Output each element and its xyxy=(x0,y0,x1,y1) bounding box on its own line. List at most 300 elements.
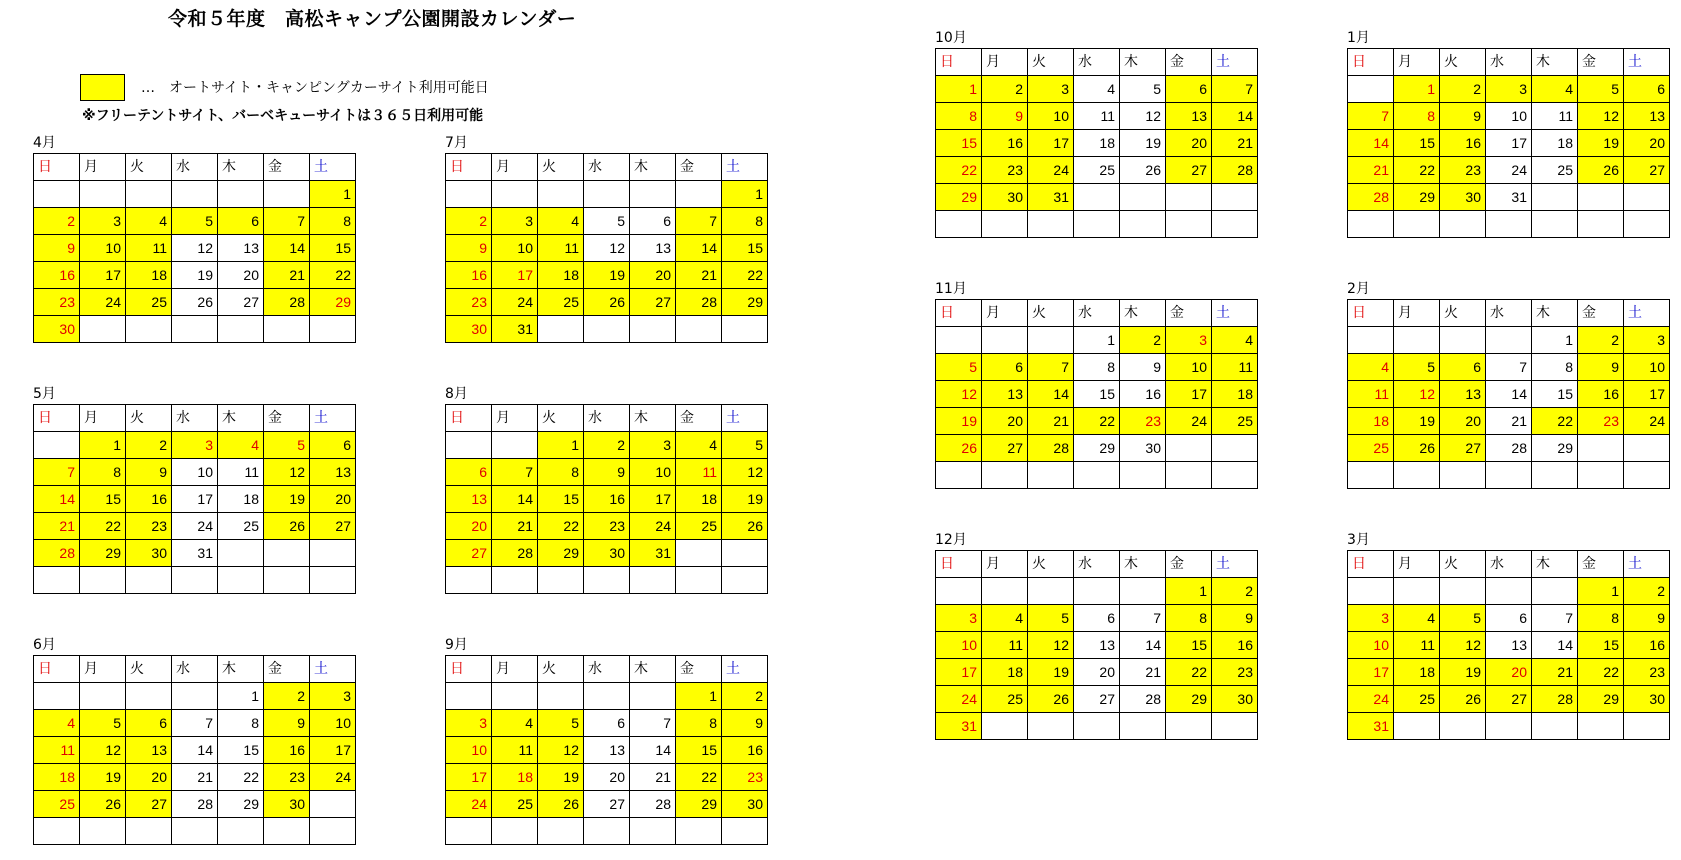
empty-cell xyxy=(936,327,982,354)
empty-cell xyxy=(584,316,630,343)
day-cell: 16 xyxy=(1578,381,1624,408)
day-cell: 20 xyxy=(1624,130,1670,157)
day-cell: 3 xyxy=(1166,327,1212,354)
empty-cell xyxy=(492,567,538,594)
day-cell: 2 xyxy=(1440,76,1486,103)
day-cell: 27 xyxy=(446,540,492,567)
day-cell: 17 xyxy=(1166,381,1212,408)
empty-cell xyxy=(1120,462,1166,489)
day-cell: 13 xyxy=(126,737,172,764)
empty-cell xyxy=(34,818,80,845)
day-cell: 21 xyxy=(1348,157,1394,184)
day-cell: 7 xyxy=(1532,605,1578,632)
day-cell: 30 xyxy=(446,316,492,343)
empty-cell xyxy=(1624,462,1670,489)
day-cell: 18 xyxy=(1532,130,1578,157)
weekday-header: 月 xyxy=(492,656,538,683)
weekday-header: 金 xyxy=(1578,49,1624,76)
day-cell: 8 xyxy=(1166,605,1212,632)
weekday-header: 月 xyxy=(982,300,1028,327)
empty-cell xyxy=(1440,578,1486,605)
empty-cell xyxy=(264,181,310,208)
weekday-header: 火 xyxy=(126,405,172,432)
day-cell: 29 xyxy=(1074,435,1120,462)
page-title: 令和５年度 高松キャンプ公園開設カレンダー xyxy=(168,8,577,30)
empty-cell xyxy=(126,567,172,594)
empty-cell xyxy=(1486,578,1532,605)
empty-cell xyxy=(1120,713,1166,740)
empty-cell xyxy=(446,818,492,845)
day-cell: 21 xyxy=(1212,130,1258,157)
weekday-header: 日 xyxy=(1348,551,1394,578)
empty-cell xyxy=(630,567,676,594)
day-cell: 9 xyxy=(1120,354,1166,381)
day-cell: 19 xyxy=(80,764,126,791)
empty-cell xyxy=(936,462,982,489)
empty-cell xyxy=(1166,184,1212,211)
weekday-header: 日 xyxy=(34,656,80,683)
day-cell: 22 xyxy=(1074,408,1120,435)
day-cell: 8 xyxy=(722,208,768,235)
empty-cell xyxy=(1486,713,1532,740)
empty-cell xyxy=(584,818,630,845)
weekday-header: 月 xyxy=(80,405,126,432)
day-cell: 26 xyxy=(936,435,982,462)
empty-cell xyxy=(1074,713,1120,740)
calendar-grid xyxy=(1347,550,1670,740)
day-cell: 23 xyxy=(1578,408,1624,435)
calendar-grid xyxy=(33,655,356,845)
weekday-header: 日 xyxy=(446,154,492,181)
day-cell: 20 xyxy=(446,513,492,540)
day-cell: 3 xyxy=(1028,76,1074,103)
day-cell: 30 xyxy=(722,791,768,818)
day-cell: 14 xyxy=(264,235,310,262)
month-calendar xyxy=(33,384,355,594)
day-cell: 16 xyxy=(1624,632,1670,659)
day-cell: 18 xyxy=(1394,659,1440,686)
empty-cell xyxy=(126,316,172,343)
empty-cell xyxy=(446,432,492,459)
day-cell: 21 xyxy=(492,513,538,540)
weekday-header: 火 xyxy=(1028,551,1074,578)
empty-cell xyxy=(722,818,768,845)
day-cell: 5 xyxy=(722,432,768,459)
day-cell: 15 xyxy=(538,486,584,513)
empty-cell xyxy=(264,540,310,567)
empty-cell xyxy=(1074,211,1120,238)
day-cell: 26 xyxy=(538,791,584,818)
day-cell: 29 xyxy=(936,184,982,211)
empty-cell xyxy=(538,683,584,710)
calendar-grid xyxy=(33,153,356,343)
day-cell: 25 xyxy=(1212,408,1258,435)
day-cell: 4 xyxy=(126,208,172,235)
empty-cell xyxy=(676,540,722,567)
day-cell: 9 xyxy=(264,710,310,737)
empty-cell xyxy=(1440,462,1486,489)
day-cell: 18 xyxy=(982,659,1028,686)
weekday-header: 火 xyxy=(1440,300,1486,327)
empty-cell xyxy=(982,211,1028,238)
weekday-header: 木 xyxy=(1120,300,1166,327)
empty-cell xyxy=(492,683,538,710)
legend-swatch xyxy=(80,74,125,101)
empty-cell xyxy=(1394,462,1440,489)
day-cell: 26 xyxy=(584,289,630,316)
empty-cell xyxy=(172,567,218,594)
day-cell: 21 xyxy=(630,764,676,791)
day-cell: 9 xyxy=(1624,605,1670,632)
empty-cell xyxy=(1440,713,1486,740)
day-cell: 2 xyxy=(584,432,630,459)
day-cell: 11 xyxy=(538,235,584,262)
day-cell: 24 xyxy=(630,513,676,540)
weekday-header: 木 xyxy=(218,405,264,432)
weekday-header: 水 xyxy=(1074,551,1120,578)
day-cell: 11 xyxy=(126,235,172,262)
day-cell: 24 xyxy=(1166,408,1212,435)
day-cell: 11 xyxy=(1074,103,1120,130)
day-cell: 19 xyxy=(936,408,982,435)
empty-cell xyxy=(538,316,584,343)
weekday-header: 水 xyxy=(1074,300,1120,327)
day-cell: 28 xyxy=(172,791,218,818)
empty-cell xyxy=(1578,211,1624,238)
day-cell: 15 xyxy=(722,235,768,262)
day-cell: 2 xyxy=(34,208,80,235)
empty-cell xyxy=(1120,184,1166,211)
day-cell: 6 xyxy=(1624,76,1670,103)
weekday-header: 金 xyxy=(676,154,722,181)
day-cell: 24 xyxy=(1348,686,1394,713)
weekday-header: 火 xyxy=(1440,49,1486,76)
empty-cell xyxy=(722,567,768,594)
day-cell: 5 xyxy=(1394,354,1440,381)
day-cell: 11 xyxy=(1394,632,1440,659)
day-cell: 28 xyxy=(630,791,676,818)
day-cell: 4 xyxy=(982,605,1028,632)
empty-cell xyxy=(492,818,538,845)
weekday-header: 土 xyxy=(310,154,356,181)
weekday-header: 火 xyxy=(1440,551,1486,578)
day-cell: 20 xyxy=(982,408,1028,435)
weekday-header: 日 xyxy=(936,300,982,327)
weekday-header: 月 xyxy=(1394,300,1440,327)
day-cell: 10 xyxy=(1166,354,1212,381)
month-label: 3月 xyxy=(1347,532,1370,548)
day-cell: 28 xyxy=(1486,435,1532,462)
day-cell: 13 xyxy=(310,459,356,486)
weekday-header: 土 xyxy=(310,656,356,683)
day-cell: 16 xyxy=(1440,130,1486,157)
weekday-header: 金 xyxy=(676,405,722,432)
day-cell: 12 xyxy=(1120,103,1166,130)
day-cell: 13 xyxy=(446,486,492,513)
day-cell: 17 xyxy=(1028,130,1074,157)
empty-cell xyxy=(584,181,630,208)
day-cell: 2 xyxy=(126,432,172,459)
empty-cell xyxy=(1348,327,1394,354)
empty-cell xyxy=(1166,211,1212,238)
weekday-header: 日 xyxy=(1348,300,1394,327)
empty-cell xyxy=(1394,578,1440,605)
weekday-header: 月 xyxy=(80,154,126,181)
day-cell: 16 xyxy=(982,130,1028,157)
day-cell: 7 xyxy=(1120,605,1166,632)
weekday-header: 日 xyxy=(34,405,80,432)
day-cell: 26 xyxy=(80,791,126,818)
day-cell: 25 xyxy=(34,791,80,818)
day-cell: 25 xyxy=(1394,686,1440,713)
empty-cell xyxy=(982,713,1028,740)
empty-cell xyxy=(446,683,492,710)
month-label: 8月 xyxy=(445,386,468,402)
day-cell: 19 xyxy=(264,486,310,513)
day-cell: 21 xyxy=(1120,659,1166,686)
day-cell: 24 xyxy=(80,289,126,316)
month-label: 10月 xyxy=(935,30,967,46)
day-cell: 5 xyxy=(1120,76,1166,103)
day-cell: 10 xyxy=(1348,632,1394,659)
day-cell: 13 xyxy=(630,235,676,262)
weekday-header: 木 xyxy=(1120,49,1166,76)
day-cell: 22 xyxy=(218,764,264,791)
weekday-header: 土 xyxy=(722,405,768,432)
day-cell: 2 xyxy=(722,683,768,710)
day-cell: 26 xyxy=(722,513,768,540)
day-cell: 15 xyxy=(1166,632,1212,659)
day-cell: 17 xyxy=(936,659,982,686)
empty-cell xyxy=(218,316,264,343)
weekday-header: 土 xyxy=(1212,300,1258,327)
day-cell: 27 xyxy=(1074,686,1120,713)
day-cell: 29 xyxy=(1578,686,1624,713)
day-cell: 11 xyxy=(982,632,1028,659)
day-cell: 5 xyxy=(264,432,310,459)
day-cell: 14 xyxy=(1486,381,1532,408)
day-cell: 17 xyxy=(1348,659,1394,686)
day-cell: 27 xyxy=(126,791,172,818)
day-cell: 12 xyxy=(584,235,630,262)
empty-cell xyxy=(172,316,218,343)
day-cell: 30 xyxy=(1212,686,1258,713)
empty-cell xyxy=(1074,184,1120,211)
day-cell: 27 xyxy=(1166,157,1212,184)
calendar-grid xyxy=(445,655,768,845)
day-cell: 19 xyxy=(722,486,768,513)
empty-cell xyxy=(172,683,218,710)
empty-cell xyxy=(1028,462,1074,489)
empty-cell xyxy=(982,462,1028,489)
day-cell: 24 xyxy=(1028,157,1074,184)
day-cell: 8 xyxy=(1578,605,1624,632)
day-cell: 19 xyxy=(584,262,630,289)
day-cell: 25 xyxy=(538,289,584,316)
day-cell: 4 xyxy=(218,432,264,459)
weekday-header: 月 xyxy=(1394,551,1440,578)
day-cell: 2 xyxy=(1212,578,1258,605)
day-cell: 12 xyxy=(1394,381,1440,408)
empty-cell xyxy=(982,578,1028,605)
weekday-header: 月 xyxy=(492,405,538,432)
calendar-grid xyxy=(1347,48,1670,238)
day-cell: 18 xyxy=(538,262,584,289)
day-cell: 16 xyxy=(584,486,630,513)
day-cell: 7 xyxy=(34,459,80,486)
day-cell: 8 xyxy=(80,459,126,486)
weekday-header: 月 xyxy=(1394,49,1440,76)
weekday-header: 木 xyxy=(1532,551,1578,578)
empty-cell xyxy=(1486,327,1532,354)
day-cell: 1 xyxy=(310,181,356,208)
day-cell: 27 xyxy=(630,289,676,316)
day-cell: 14 xyxy=(1028,381,1074,408)
day-cell: 10 xyxy=(1624,354,1670,381)
day-cell: 19 xyxy=(1578,130,1624,157)
empty-cell xyxy=(538,567,584,594)
day-cell: 10 xyxy=(310,710,356,737)
day-cell: 23 xyxy=(126,513,172,540)
weekday-header: 金 xyxy=(264,405,310,432)
day-cell: 12 xyxy=(538,737,584,764)
day-cell: 28 xyxy=(1120,686,1166,713)
day-cell: 1 xyxy=(538,432,584,459)
day-cell: 20 xyxy=(1074,659,1120,686)
weekday-header: 木 xyxy=(218,656,264,683)
day-cell: 12 xyxy=(264,459,310,486)
empty-cell xyxy=(1532,462,1578,489)
day-cell: 26 xyxy=(172,289,218,316)
month-calendar xyxy=(935,279,1257,489)
empty-cell xyxy=(1028,713,1074,740)
day-cell: 27 xyxy=(310,513,356,540)
day-cell: 26 xyxy=(1028,686,1074,713)
day-cell: 24 xyxy=(492,289,538,316)
day-cell: 4 xyxy=(1532,76,1578,103)
empty-cell xyxy=(1394,327,1440,354)
day-cell: 13 xyxy=(1624,103,1670,130)
day-cell: 16 xyxy=(34,262,80,289)
day-cell: 30 xyxy=(1440,184,1486,211)
empty-cell xyxy=(126,181,172,208)
day-cell: 1 xyxy=(1166,578,1212,605)
weekday-header: 水 xyxy=(584,656,630,683)
weekday-header: 火 xyxy=(126,656,172,683)
empty-cell xyxy=(1120,578,1166,605)
empty-cell xyxy=(1166,462,1212,489)
day-cell: 20 xyxy=(1486,659,1532,686)
empty-cell xyxy=(126,818,172,845)
weekday-header: 火 xyxy=(538,656,584,683)
empty-cell xyxy=(1166,713,1212,740)
empty-cell xyxy=(80,567,126,594)
day-cell: 31 xyxy=(492,316,538,343)
day-cell: 31 xyxy=(630,540,676,567)
day-cell: 28 xyxy=(34,540,80,567)
empty-cell xyxy=(172,181,218,208)
day-cell: 4 xyxy=(676,432,722,459)
day-cell: 28 xyxy=(1028,435,1074,462)
day-cell: 15 xyxy=(1074,381,1120,408)
empty-cell xyxy=(80,683,126,710)
month-calendar xyxy=(1347,530,1669,740)
day-cell: 7 xyxy=(172,710,218,737)
month-calendar xyxy=(1347,28,1669,238)
empty-cell xyxy=(936,578,982,605)
empty-cell xyxy=(34,567,80,594)
weekday-header: 木 xyxy=(630,405,676,432)
empty-cell xyxy=(1624,713,1670,740)
day-cell: 25 xyxy=(126,289,172,316)
empty-cell xyxy=(538,818,584,845)
day-cell: 22 xyxy=(80,513,126,540)
empty-cell xyxy=(722,316,768,343)
day-cell: 11 xyxy=(1212,354,1258,381)
day-cell: 7 xyxy=(264,208,310,235)
day-cell: 31 xyxy=(936,713,982,740)
empty-cell xyxy=(538,181,584,208)
day-cell: 11 xyxy=(1532,103,1578,130)
day-cell: 14 xyxy=(1348,130,1394,157)
day-cell: 25 xyxy=(982,686,1028,713)
day-cell: 15 xyxy=(1394,130,1440,157)
day-cell: 26 xyxy=(264,513,310,540)
day-cell: 16 xyxy=(1212,632,1258,659)
day-cell: 5 xyxy=(538,710,584,737)
day-cell: 4 xyxy=(1348,354,1394,381)
day-cell: 6 xyxy=(1166,76,1212,103)
day-cell: 21 xyxy=(1532,659,1578,686)
day-cell: 3 xyxy=(1624,327,1670,354)
day-cell: 8 xyxy=(538,459,584,486)
weekday-header: 土 xyxy=(1212,49,1258,76)
day-cell: 12 xyxy=(1578,103,1624,130)
weekday-header: 金 xyxy=(676,656,722,683)
day-cell: 26 xyxy=(1394,435,1440,462)
day-cell: 28 xyxy=(264,289,310,316)
empty-cell xyxy=(1028,211,1074,238)
month-label: 5月 xyxy=(33,386,56,402)
weekday-header: 月 xyxy=(492,154,538,181)
empty-cell xyxy=(630,683,676,710)
empty-cell xyxy=(126,683,172,710)
weekday-header: 土 xyxy=(1624,551,1670,578)
empty-cell xyxy=(1028,327,1074,354)
day-cell: 18 xyxy=(1074,130,1120,157)
day-cell: 16 xyxy=(264,737,310,764)
weekday-header: 土 xyxy=(310,405,356,432)
empty-cell xyxy=(1532,578,1578,605)
empty-cell xyxy=(34,432,80,459)
weekday-header: 月 xyxy=(80,656,126,683)
day-cell: 8 xyxy=(310,208,356,235)
month-label: 1月 xyxy=(1347,30,1370,46)
day-cell: 14 xyxy=(34,486,80,513)
day-cell: 21 xyxy=(1486,408,1532,435)
day-cell: 14 xyxy=(172,737,218,764)
weekday-header: 土 xyxy=(722,656,768,683)
day-cell: 2 xyxy=(264,683,310,710)
day-cell: 4 xyxy=(492,710,538,737)
month-label: 9月 xyxy=(445,637,468,653)
day-cell: 8 xyxy=(676,710,722,737)
day-cell: 2 xyxy=(1624,578,1670,605)
day-cell: 23 xyxy=(1440,157,1486,184)
day-cell: 28 xyxy=(1532,686,1578,713)
weekday-header: 火 xyxy=(538,405,584,432)
empty-cell xyxy=(1028,578,1074,605)
